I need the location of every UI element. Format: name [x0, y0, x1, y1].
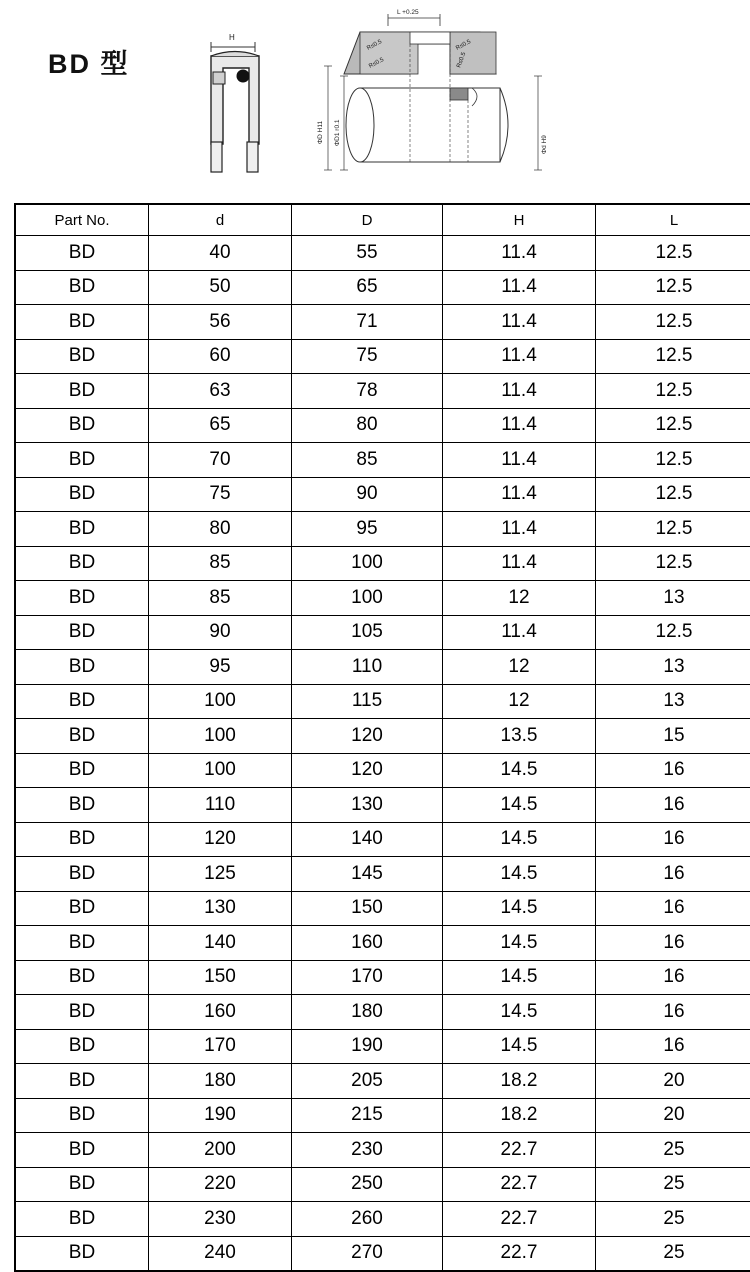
table-cell: 50	[149, 270, 292, 305]
table-cell: BD	[15, 305, 149, 340]
table-row	[15, 1029, 750, 1064]
table-cell: BD	[15, 891, 149, 926]
table-cell: BD	[15, 960, 149, 995]
column-header-d: d	[149, 204, 292, 236]
table-cell: 25	[596, 1167, 750, 1202]
table-cell: BD	[15, 822, 149, 857]
table-cell: 85	[149, 546, 292, 581]
table-cell: 120	[292, 719, 443, 754]
table-cell: BD	[15, 477, 149, 512]
table-cell: 200	[149, 1133, 292, 1168]
table-cell: 120	[149, 822, 292, 857]
table-row	[15, 236, 750, 271]
table-cell: 140	[149, 926, 292, 961]
table-cell: 160	[149, 995, 292, 1030]
table-cell: BD	[15, 581, 149, 616]
table-cell: 14.5	[443, 753, 596, 788]
column-header-D: D	[292, 204, 443, 236]
table-cell: BD	[15, 1167, 149, 1202]
table-cell: 12.5	[596, 374, 750, 409]
specification-table-wrapper	[14, 203, 736, 1272]
table-cell: 13.5	[443, 719, 596, 754]
table-cell: 20	[596, 1098, 750, 1133]
table-cell: 12	[443, 684, 596, 719]
header-section	[0, 0, 750, 196]
table-cell: 16	[596, 753, 750, 788]
table-cell: 145	[292, 857, 443, 892]
table-cell: 11.4	[443, 339, 596, 374]
table-row	[15, 270, 750, 305]
table-cell: 14.5	[443, 926, 596, 961]
table-row	[15, 684, 750, 719]
table-cell: BD	[15, 788, 149, 823]
table-cell: 11.4	[443, 512, 596, 547]
table-cell: 90	[292, 477, 443, 512]
column-header-part-no: Part No.	[15, 204, 149, 236]
table-cell: 16	[596, 788, 750, 823]
svg-text:R≤0.5: R≤0.5	[455, 39, 473, 52]
table-row	[15, 1133, 750, 1168]
table-cell: 170	[149, 1029, 292, 1064]
table-cell: BD	[15, 374, 149, 409]
table-cell: BD	[15, 339, 149, 374]
table-cell: 12.5	[596, 615, 750, 650]
table-row	[15, 719, 750, 754]
table-cell: 100	[292, 581, 443, 616]
column-header-H: H	[443, 204, 596, 236]
table-cell: 215	[292, 1098, 443, 1133]
table-cell: 75	[149, 477, 292, 512]
table-cell: 11.4	[443, 546, 596, 581]
table-cell: BD	[15, 615, 149, 650]
table-cell: 13	[596, 684, 750, 719]
table-cell: BD	[15, 995, 149, 1030]
table-cell: 12.5	[596, 236, 750, 271]
table-cell: 56	[149, 305, 292, 340]
table-cell: BD	[15, 236, 149, 271]
table-cell: 16	[596, 1029, 750, 1064]
table-cell: 25	[596, 1236, 750, 1271]
table-cell: BD	[15, 1133, 149, 1168]
table-cell: 14.5	[443, 1029, 596, 1064]
table-cell: 80	[149, 512, 292, 547]
table-cell: 230	[149, 1202, 292, 1237]
table-cell: 16	[596, 926, 750, 961]
table-row	[15, 857, 750, 892]
table-cell: 18.2	[443, 1064, 596, 1099]
table-row	[15, 995, 750, 1030]
table-cell: BD	[15, 408, 149, 443]
table-cell: 11.4	[443, 305, 596, 340]
table-cell: BD	[15, 1029, 149, 1064]
table-row	[15, 443, 750, 478]
table-cell: 70	[149, 443, 292, 478]
table-cell: 18.2	[443, 1098, 596, 1133]
table-cell: 55	[292, 236, 443, 271]
table-row	[15, 960, 750, 995]
table-cell: 130	[149, 891, 292, 926]
table-cell: 205	[292, 1064, 443, 1099]
table-cell: 63	[149, 374, 292, 409]
table-cell: 11.4	[443, 477, 596, 512]
table-cell: 100	[149, 719, 292, 754]
svg-text:R≤0.5: R≤0.5	[456, 51, 467, 69]
table-cell: 130	[292, 788, 443, 823]
table-cell: 22.7	[443, 1236, 596, 1271]
table-cell: 12.5	[596, 477, 750, 512]
table-cell: BD	[15, 1236, 149, 1271]
table-row	[15, 926, 750, 961]
table-cell: 12	[443, 581, 596, 616]
table-cell: 260	[292, 1202, 443, 1237]
table-row	[15, 546, 750, 581]
table-row	[15, 305, 750, 340]
table-cell: 12.5	[596, 270, 750, 305]
specification-table	[14, 203, 750, 1272]
table-row	[15, 615, 750, 650]
table-cell: 65	[292, 270, 443, 305]
table-cell: 85	[149, 581, 292, 616]
table-cell: 190	[292, 1029, 443, 1064]
table-cell: 110	[292, 650, 443, 685]
groove-installation-svg	[300, 4, 570, 184]
svg-text:Φd H9: Φd H9	[541, 135, 548, 154]
table-cell: 22.7	[443, 1202, 596, 1237]
table-cell: BD	[15, 753, 149, 788]
svg-text:L +0.25: L +0.25	[397, 9, 419, 16]
groove-installation-figure	[300, 4, 570, 184]
table-cell: 14.5	[443, 822, 596, 857]
table-cell: 80	[292, 408, 443, 443]
table-row	[15, 822, 750, 857]
table-cell: 13	[596, 581, 750, 616]
table-cell: BD	[15, 1098, 149, 1133]
table-row	[15, 788, 750, 823]
table-cell: BD	[15, 270, 149, 305]
svg-text:ΦD1 r0.1: ΦD1 r0.1	[334, 119, 341, 146]
table-cell: 14.5	[443, 995, 596, 1030]
table-cell: 22.7	[443, 1133, 596, 1168]
table-cell: 12.5	[596, 339, 750, 374]
table-cell: 16	[596, 857, 750, 892]
table-cell: 14.5	[443, 960, 596, 995]
table-cell: 11.4	[443, 236, 596, 271]
table-row	[15, 1202, 750, 1237]
table-cell: 16	[596, 822, 750, 857]
svg-text:H: H	[229, 33, 235, 42]
table-cell: 11.4	[443, 443, 596, 478]
table-row	[15, 891, 750, 926]
table-cell: 95	[292, 512, 443, 547]
table-cell: 120	[292, 753, 443, 788]
table-cell: 12.5	[596, 443, 750, 478]
table-row	[15, 1167, 750, 1202]
table-cell: 16	[596, 891, 750, 926]
table-cell: 95	[149, 650, 292, 685]
table-cell: 125	[149, 857, 292, 892]
svg-text:R≤0.5: R≤0.5	[368, 57, 386, 70]
table-cell: 105	[292, 615, 443, 650]
table-header-row	[15, 204, 750, 236]
table-cell: BD	[15, 857, 149, 892]
table-row	[15, 339, 750, 374]
table-cell: BD	[15, 684, 149, 719]
table-cell: 11.4	[443, 374, 596, 409]
table-cell: 15	[596, 719, 750, 754]
table-cell: 12.5	[596, 408, 750, 443]
table-cell: 25	[596, 1202, 750, 1237]
table-cell: 150	[292, 891, 443, 926]
table-cell: 100	[149, 684, 292, 719]
table-cell: BD	[15, 650, 149, 685]
table-row	[15, 1098, 750, 1133]
table-row	[15, 1064, 750, 1099]
table-row	[15, 512, 750, 547]
table-cell: 85	[292, 443, 443, 478]
table-cell: 180	[292, 995, 443, 1030]
table-cell: 11.4	[443, 270, 596, 305]
table-cell: 16	[596, 960, 750, 995]
table-row	[15, 581, 750, 616]
svg-text:R≤0.5: R≤0.5	[366, 39, 384, 52]
svg-text:ΦD H11: ΦD H11	[317, 120, 324, 144]
table-cell: 270	[292, 1236, 443, 1271]
seal-cross-section-figure	[183, 24, 293, 179]
table-row	[15, 753, 750, 788]
page-title: BD 型	[48, 42, 130, 81]
table-cell: 230	[292, 1133, 443, 1168]
table-header	[15, 204, 750, 236]
table-cell: 65	[149, 408, 292, 443]
table-cell: 100	[292, 546, 443, 581]
table-row	[15, 477, 750, 512]
table-row	[15, 1236, 750, 1271]
table-cell: 115	[292, 684, 443, 719]
table-cell: 75	[292, 339, 443, 374]
table-cell: 14.5	[443, 891, 596, 926]
table-cell: BD	[15, 443, 149, 478]
table-body	[15, 236, 750, 1272]
table-cell: 78	[292, 374, 443, 409]
table-cell: 60	[149, 339, 292, 374]
table-cell: 16	[596, 995, 750, 1030]
table-cell: 40	[149, 236, 292, 271]
table-row	[15, 408, 750, 443]
table-cell: 20	[596, 1064, 750, 1099]
table-cell: BD	[15, 1064, 149, 1099]
table-cell: 100	[149, 753, 292, 788]
table-cell: BD	[15, 1202, 149, 1237]
table-cell: 90	[149, 615, 292, 650]
table-cell: BD	[15, 926, 149, 961]
seal-cross-section-svg	[183, 24, 293, 179]
table-cell: 25	[596, 1133, 750, 1168]
table-cell: 13	[596, 650, 750, 685]
table-cell: 220	[149, 1167, 292, 1202]
table-cell: BD	[15, 719, 149, 754]
table-cell: 71	[292, 305, 443, 340]
table-cell: 190	[149, 1098, 292, 1133]
table-cell: 250	[292, 1167, 443, 1202]
table-cell: 110	[149, 788, 292, 823]
table-cell: 12	[443, 650, 596, 685]
table-cell: 12.5	[596, 512, 750, 547]
table-cell: 22.7	[443, 1167, 596, 1202]
table-row	[15, 650, 750, 685]
table-cell: 240	[149, 1236, 292, 1271]
table-cell: 14.5	[443, 788, 596, 823]
table-cell: 170	[292, 960, 443, 995]
table-cell: 160	[292, 926, 443, 961]
table-cell: 180	[149, 1064, 292, 1099]
column-header-L: L	[596, 204, 750, 236]
table-cell: 11.4	[443, 615, 596, 650]
table-cell: 12.5	[596, 546, 750, 581]
table-cell: 150	[149, 960, 292, 995]
table-cell: 11.4	[443, 408, 596, 443]
table-row	[15, 374, 750, 409]
table-cell: BD	[15, 546, 149, 581]
table-cell: BD	[15, 512, 149, 547]
table-cell: 140	[292, 822, 443, 857]
table-cell: 12.5	[596, 305, 750, 340]
table-cell: 14.5	[443, 857, 596, 892]
